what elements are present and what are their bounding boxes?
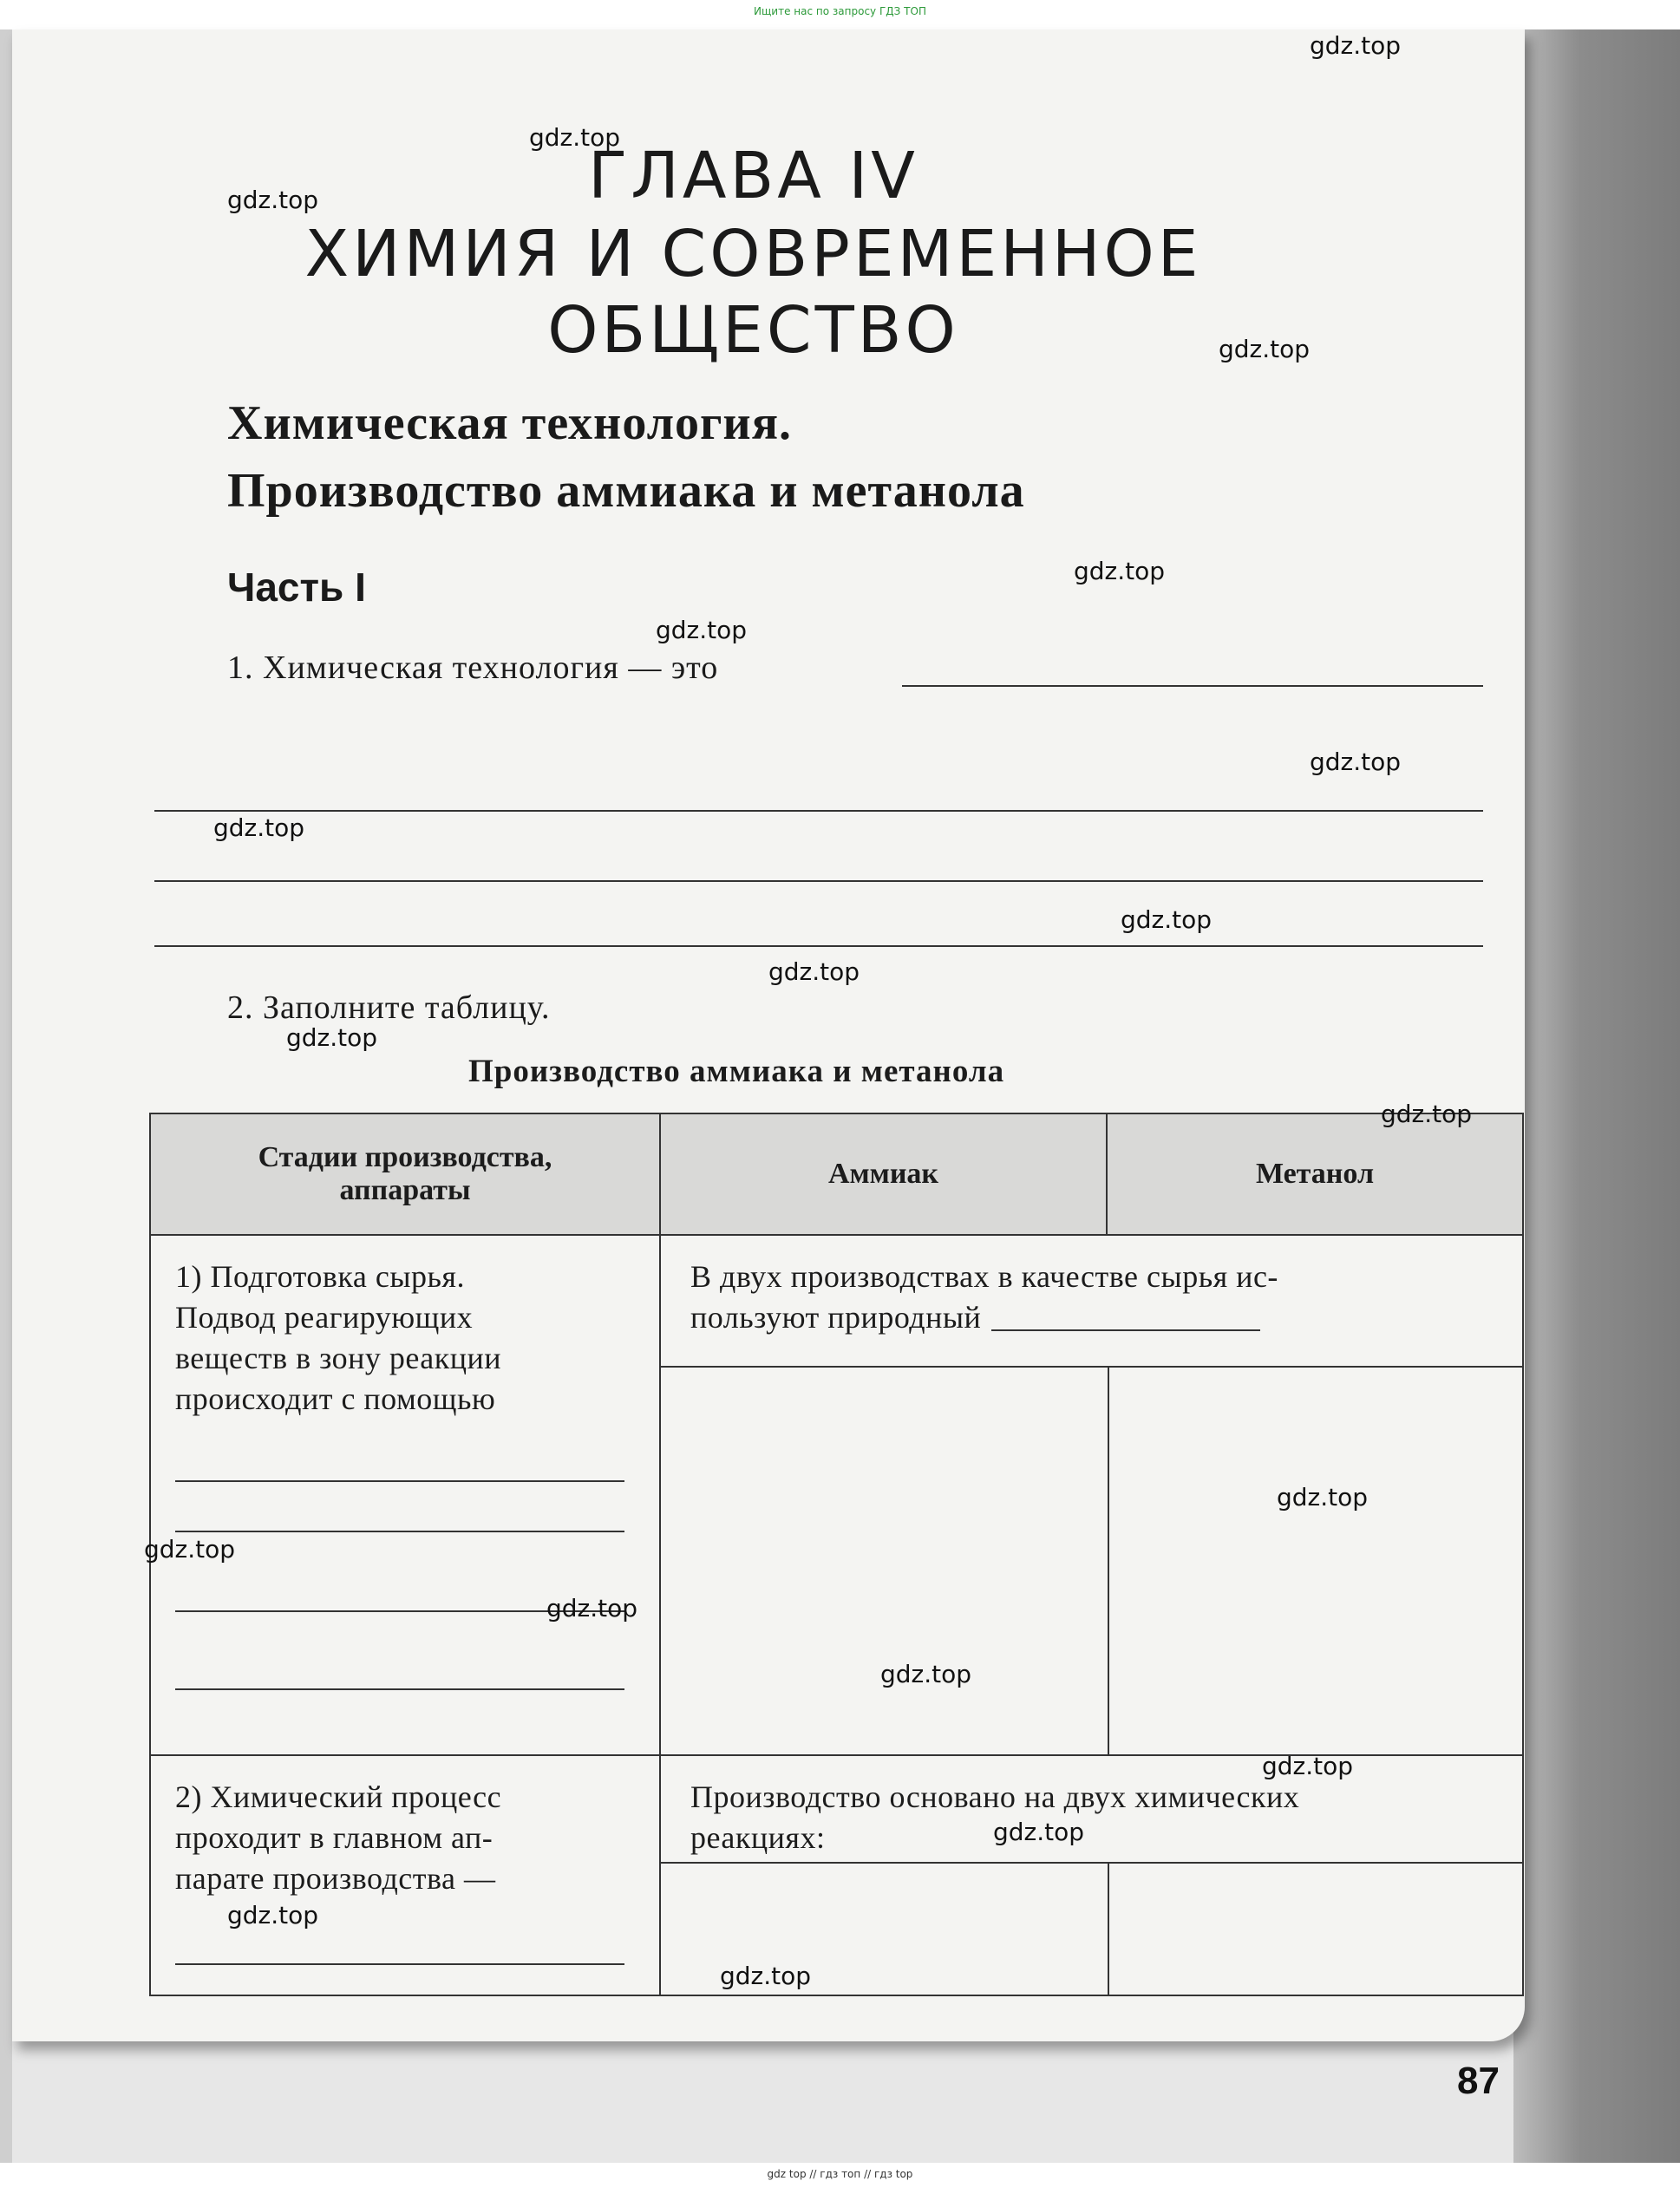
row2-shared-line1: Производство основано на двух химических xyxy=(690,1779,1300,1814)
row1-stage-line: 1) Подготовка сырья. xyxy=(175,1259,465,1294)
row2-stage-line: 2) Химический процесс xyxy=(175,1779,502,1814)
part-label: Часть I xyxy=(227,565,366,610)
bottom-banner-link[interactable]: gdz top // гдз топ // гдз top xyxy=(767,2168,913,2180)
header-methanol: Метанол xyxy=(1107,1113,1523,1235)
top-banner-link[interactable]: Ищите нас по запросу ГДЗ ТОП xyxy=(754,5,926,17)
watermark: gdz.top xyxy=(993,1818,1085,1846)
question-2: 2. Заполните таблицу. xyxy=(227,989,551,1026)
row1-shared-line2: пользуют природный xyxy=(690,1300,982,1335)
watermark: gdz.top xyxy=(227,1901,319,1930)
row2-stage-line: проходит в главном ап- xyxy=(175,1820,494,1855)
watermark: gdz.top xyxy=(880,1660,972,1688)
watermark: gdz.top xyxy=(1381,1100,1473,1128)
watermark: gdz.top xyxy=(227,186,319,214)
watermark: gdz.top xyxy=(213,813,305,842)
table-row xyxy=(150,1755,1523,1995)
row1-stage-cell xyxy=(150,1235,660,1755)
chapter-title-line2: ОБЩЕСТВО xyxy=(547,293,959,368)
page-number: 87 xyxy=(1457,2060,1500,2102)
header-stages-line1: Стадии производства, xyxy=(258,1141,552,1173)
watermark: gdz.top xyxy=(1219,335,1311,363)
row1-shared-cell xyxy=(660,1235,1523,1755)
watermark: gdz.top xyxy=(656,616,748,644)
row2-stage-cell xyxy=(150,1755,660,1995)
answer-line xyxy=(175,1688,624,1690)
watermark: gdz.top xyxy=(1262,1752,1354,1780)
answer-line xyxy=(154,810,1483,812)
question-1: 1. Химическая технология — это xyxy=(227,650,719,686)
row2-shared-line2: реакциях: xyxy=(690,1820,826,1855)
table-header-row xyxy=(150,1113,1523,1235)
answer-line xyxy=(154,880,1483,882)
row2-stage-line: парате производства — xyxy=(175,1861,496,1896)
answer-line xyxy=(175,1531,624,1532)
table-title: Производство аммиака и метанола xyxy=(468,1054,1005,1089)
watermark: gdz.top xyxy=(1121,905,1213,934)
chapter-title-line1: ХИМИЯ И СОВРЕМЕННОЕ xyxy=(304,217,1202,291)
watermark: gdz.top xyxy=(286,1023,378,1052)
chapter-label: ГЛАВА IV xyxy=(588,139,918,213)
row2-shared-cell xyxy=(660,1755,1523,1995)
row2-methanol-cell xyxy=(1109,1864,1522,1995)
row1-shared-line1: В двух производствах в качестве сырья ис- xyxy=(690,1259,1278,1294)
watermark: gdz.top xyxy=(1310,748,1402,776)
header-stages xyxy=(150,1113,660,1235)
answer-line xyxy=(175,1480,624,1482)
watermark: gdz.top xyxy=(1074,557,1166,585)
watermark: gdz.top xyxy=(144,1535,236,1564)
row1-stage-line: веществ в зону реакции xyxy=(175,1341,502,1375)
watermark: gdz.top xyxy=(1310,31,1402,60)
row1-ammonia-cell xyxy=(661,1368,1109,1754)
watermark: gdz.top xyxy=(720,1962,812,1990)
row1-stage-line: Подвод реагирующих xyxy=(175,1300,474,1335)
section-heading-line1: Химическая технология. xyxy=(227,396,792,450)
row1-methanol-cell xyxy=(1109,1368,1522,1754)
row2-shared-text-area xyxy=(661,1756,1522,1864)
watermark: gdz.top xyxy=(1277,1483,1369,1512)
watermark: gdz.top xyxy=(546,1594,638,1623)
watermark: gdz.top xyxy=(529,123,621,152)
header-ammonia: Аммиак xyxy=(660,1113,1107,1235)
answer-line xyxy=(902,685,1483,687)
section-heading-line2: Производство аммиака и метанола xyxy=(227,464,1025,518)
answer-line xyxy=(175,1963,624,1965)
header-stages-line2: аппараты xyxy=(339,1174,471,1206)
row1-shared-text-area xyxy=(661,1236,1522,1368)
watermark: gdz.top xyxy=(768,957,860,986)
production-table xyxy=(149,1113,1524,1996)
answer-line xyxy=(991,1329,1260,1331)
row1-stage-line: происходит с помощью xyxy=(175,1381,496,1416)
answer-line xyxy=(154,945,1483,947)
